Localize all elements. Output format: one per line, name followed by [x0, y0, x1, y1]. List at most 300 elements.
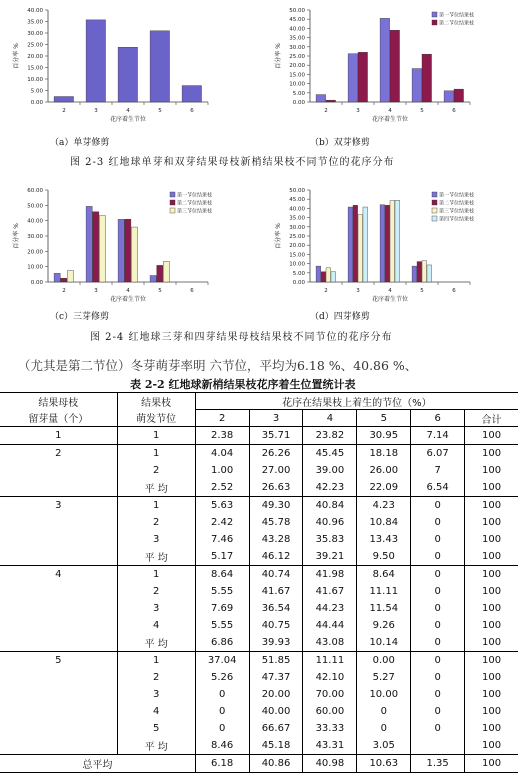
- y-tick-label: 15.00: [289, 252, 305, 259]
- table-row: [0, 652, 518, 670]
- table-row: [0, 669, 518, 686]
- row-value: 22.09: [357, 479, 411, 497]
- row-value: 2.52: [195, 479, 249, 497]
- x-tick-label: 6: [190, 288, 194, 294]
- row-value: 100: [481, 500, 502, 511]
- bar-d-s2-c2: [390, 201, 395, 282]
- y-tick-label: 0.00: [292, 280, 305, 286]
- row-node: 3: [117, 686, 195, 703]
- row-node: 3: [117, 531, 195, 548]
- bar-a-s0-c1: [86, 20, 105, 102]
- table-row: [0, 497, 518, 515]
- bar-b-s1-c4: [454, 89, 464, 102]
- body-text-line: （尤其是第二节位）冬芽萌芽率明 六节位，平均为6.18 %、40.86 %、: [18, 358, 418, 373]
- y-tick-label: 25.00: [289, 234, 305, 240]
- row-value: 0.00: [357, 652, 411, 670]
- row-value: 23.82: [303, 427, 357, 445]
- y-tick-label: 30.00: [289, 224, 305, 231]
- row-bud-count: [0, 617, 117, 634]
- row-node: 4: [117, 617, 195, 634]
- row-value: 100: [481, 689, 502, 700]
- row-value: 100: [465, 548, 518, 566]
- caption-a: （a）单芽修剪: [50, 138, 110, 148]
- bar-b-s1-c2: [390, 30, 400, 102]
- row-value: 100: [481, 603, 502, 614]
- x-tick-label: 5: [158, 108, 162, 114]
- row-node: 1: [117, 497, 195, 515]
- row-bud-count: 5: [0, 652, 117, 670]
- legend-swatch: [170, 200, 175, 205]
- bar-a-s0-c3: [150, 31, 169, 102]
- row-value: 7: [411, 462, 465, 479]
- row-node: 5: [117, 720, 195, 737]
- x-tick-label: 3: [356, 288, 360, 294]
- row-node: 3: [117, 600, 195, 617]
- row-value: 39.93: [249, 634, 303, 652]
- bar-b-s1-c3: [422, 54, 432, 102]
- legend-label: 第三节位结果枝: [439, 208, 475, 215]
- row-bud-count: 3: [0, 497, 117, 515]
- row-value: 0: [195, 703, 249, 720]
- row-value: 100: [481, 517, 502, 528]
- x-axis-label: 花序着生节位: [109, 116, 147, 123]
- bar-c-s2-c3: [163, 261, 169, 282]
- row-value: 100: [481, 586, 502, 597]
- chart-svg-b: [262, 2, 512, 132]
- row-value: 5.55: [195, 583, 249, 600]
- bar-c-s0-c0: [54, 273, 60, 282]
- header-col2-line1: 结果枝: [117, 393, 195, 410]
- row-value: 0: [411, 583, 465, 600]
- table-row: [0, 600, 518, 617]
- y-tick-label: 45.00: [289, 197, 305, 204]
- row-value: 35.83: [303, 531, 357, 548]
- row-value: 0: [411, 497, 465, 515]
- bar-b-s0-c3: [412, 69, 422, 102]
- row-value: 0: [411, 531, 465, 548]
- row-value: 40.86: [249, 755, 303, 773]
- row-value: 45.78: [249, 514, 303, 531]
- row-bud-count: [0, 600, 117, 617]
- bar-b-s1-c1: [358, 52, 368, 102]
- row-value: 0: [411, 652, 465, 670]
- table-row: [0, 462, 518, 479]
- chart-svg-a: [0, 2, 250, 132]
- y-tick-label: 50.00: [289, 8, 305, 14]
- row-value: 5.55: [195, 617, 249, 634]
- row-value: 41.98: [303, 566, 357, 584]
- table-row: [0, 703, 518, 720]
- x-tick-label: 4: [388, 108, 392, 114]
- bar-a-s0-c0: [54, 97, 73, 102]
- row-value: 10.00: [357, 686, 411, 703]
- chart-c: [0, 182, 250, 312]
- row-value: 44.44: [303, 617, 357, 634]
- row-value: 2.38: [195, 427, 249, 445]
- header-sub-3: 5: [357, 410, 411, 427]
- row-bud-count: [0, 737, 117, 755]
- row-node: 2: [117, 514, 195, 531]
- row-value: 0: [357, 703, 411, 720]
- bar-d-s2-c1: [358, 215, 363, 282]
- x-tick-label: 6: [452, 288, 456, 294]
- legend-label: 第二节位结果枝: [177, 200, 213, 207]
- bar-c-s1-c2: [125, 219, 131, 282]
- bar-d-s3-c0: [331, 272, 336, 282]
- x-tick-label: 2: [62, 288, 66, 294]
- y-tick-label: 20.00: [27, 249, 43, 256]
- row-value: 1.00: [195, 462, 249, 479]
- x-tick-label: 5: [158, 288, 162, 294]
- row-value: 60.00: [303, 703, 357, 720]
- row-value: 33.33: [303, 720, 357, 737]
- row-value: 5.27: [357, 669, 411, 686]
- bar-c-s1-c3: [157, 265, 163, 282]
- row-value: 45.18: [249, 737, 303, 755]
- row-value: 4.23: [357, 497, 411, 515]
- row-value: 100: [481, 534, 502, 545]
- y-axis-label: 百分率 %: [275, 223, 282, 249]
- y-tick-label: 30.00: [27, 234, 43, 240]
- row-value: 36.54: [249, 600, 303, 617]
- row-node: 2: [117, 462, 195, 479]
- row-value: 37.04: [195, 652, 249, 670]
- row-bud-count: 1: [0, 427, 117, 445]
- row-value: 0: [411, 703, 465, 720]
- bar-b-s0-c0: [316, 95, 326, 102]
- y-tick-label: 20.00: [289, 243, 305, 250]
- y-tick-label: 20.00: [289, 63, 305, 70]
- y-tick-label: 10.00: [27, 77, 43, 83]
- legend-label: 第二节位结果枝: [439, 200, 475, 207]
- row-bud-count: [0, 583, 117, 600]
- chart-a: [0, 2, 250, 132]
- x-tick-label: 2: [324, 108, 328, 114]
- row-value: 41.67: [249, 583, 303, 600]
- y-tick-label: 0.00: [30, 100, 43, 106]
- row-node: 1: [117, 652, 195, 670]
- x-axis-label: 花序着生节位: [371, 296, 409, 303]
- legend-label: 第一节位结果枝: [439, 192, 475, 199]
- header-col1-line1: 结果母枝: [0, 393, 117, 410]
- row-value: 5.63: [195, 497, 249, 515]
- table-row: [0, 445, 518, 463]
- header-sub-1: 3: [249, 410, 303, 427]
- legend-swatch: [432, 216, 437, 221]
- bar-a-s0-c4: [182, 86, 201, 102]
- table-row: [0, 583, 518, 600]
- row-bud-count: 4: [0, 566, 117, 584]
- table-row: [0, 686, 518, 703]
- row-value: 100: [465, 479, 518, 497]
- row-value: 7.46: [195, 531, 249, 548]
- bar-b-s0-c1: [348, 54, 358, 102]
- row-node: 1: [117, 445, 195, 463]
- row-value: 40.84: [303, 497, 357, 515]
- row-value: 0: [411, 634, 465, 652]
- row-bud-count: [0, 548, 117, 566]
- bar-c-s2-c2: [131, 227, 137, 282]
- header-sub-0: 2: [195, 410, 249, 427]
- bar-b-s0-c4: [444, 91, 454, 102]
- bar-c-s1-c1: [93, 212, 99, 282]
- row-value: 0: [411, 566, 465, 584]
- row-value: 100: [481, 620, 502, 631]
- row-value: 7.14: [411, 427, 465, 445]
- row-value: 100: [465, 634, 518, 652]
- table-row: [0, 755, 518, 773]
- row-bud-count: 2: [0, 445, 117, 463]
- bar-c-s2-c0: [67, 271, 73, 282]
- chart-svg-d: [262, 182, 512, 312]
- x-tick-label: 2: [62, 108, 66, 114]
- row-value: 27.00: [249, 462, 303, 479]
- row-value: 0: [195, 686, 249, 703]
- y-tick-label: 10.00: [289, 81, 305, 88]
- row-value: 51.85: [249, 652, 303, 670]
- row-bud-count: [0, 686, 117, 703]
- bar-b-s1-c0: [326, 100, 336, 102]
- row-node: 1: [117, 427, 195, 445]
- row-node: 平 均: [117, 479, 195, 497]
- x-tick-label: 3: [356, 108, 360, 114]
- row-value: 9.50: [357, 548, 411, 566]
- row-bud-count: 总平均: [0, 755, 195, 773]
- legend-swatch: [432, 20, 437, 25]
- row-value: 8.46: [195, 737, 249, 755]
- header-sub-5: 合计: [465, 410, 518, 427]
- row-value: 41.67: [303, 583, 357, 600]
- table-row: [0, 531, 518, 548]
- row-node: 平 均: [117, 737, 195, 755]
- row-value: 100: [481, 706, 502, 717]
- bar-b-s0-c2: [380, 18, 390, 102]
- legend-swatch: [432, 12, 437, 17]
- y-tick-label: 45.00: [289, 17, 305, 24]
- row-value: 47.37: [249, 669, 303, 686]
- row-value: 70.00: [303, 686, 357, 703]
- bar-c-s2-c1: [99, 216, 105, 282]
- y-tick-label: 0.00: [30, 280, 43, 286]
- x-tick-label: 4: [126, 108, 130, 114]
- row-value: 0: [411, 669, 465, 686]
- legend-swatch: [170, 192, 175, 197]
- data-table: [0, 392, 518, 773]
- row-value: 45.45: [303, 445, 357, 463]
- row-value: 9.26: [357, 617, 411, 634]
- chart-d: [262, 182, 512, 312]
- row-value: 44.23: [303, 600, 357, 617]
- row-value: 66.67: [249, 720, 303, 737]
- row-bud-count: [0, 634, 117, 652]
- row-value: 10.84: [357, 514, 411, 531]
- row-value: 43.08: [303, 634, 357, 652]
- legend-label: 第四节位结果枝: [439, 216, 475, 223]
- y-tick-label: 60.00: [27, 188, 43, 194]
- legend-swatch: [432, 192, 437, 197]
- table-row: [0, 427, 518, 445]
- bar-c-s0-c2: [118, 219, 124, 282]
- row-bud-count: [0, 703, 117, 720]
- table-row: [0, 566, 518, 584]
- row-bud-count: [0, 462, 117, 479]
- y-axis-label: 百分率 %: [13, 223, 20, 249]
- table-row: [0, 737, 518, 755]
- row-value: 0: [411, 514, 465, 531]
- caption-b: （b）双芽修剪: [310, 138, 370, 148]
- row-value: 100: [481, 672, 502, 683]
- x-tick-label: 3: [94, 288, 98, 294]
- x-tick-label: 6: [452, 108, 456, 114]
- table-row: [0, 548, 518, 566]
- y-tick-label: 25.00: [289, 54, 305, 60]
- caption-c: （c）三芽修剪: [50, 312, 110, 322]
- legend-label: 第一节位结果枝: [177, 192, 213, 199]
- y-tick-label: 20.00: [27, 54, 43, 60]
- row-node: 1: [117, 566, 195, 584]
- row-bud-count: [0, 720, 117, 737]
- bar-c-s0-c1: [86, 206, 92, 282]
- row-value: 0: [411, 617, 465, 634]
- row-value: 40.74: [249, 566, 303, 584]
- row-value: 39.21: [303, 548, 357, 566]
- row-value: 100: [481, 448, 502, 459]
- y-tick-label: 40.00: [27, 218, 43, 225]
- row-value: 10.14: [357, 634, 411, 652]
- bar-d-s0-c1: [348, 207, 353, 282]
- row-value: 49.30: [249, 497, 303, 515]
- y-tick-label: 30.00: [27, 31, 43, 37]
- table-row: [0, 514, 518, 531]
- bar-c-s0-c3: [150, 276, 156, 282]
- table-row: [0, 617, 518, 634]
- row-value: 100: [465, 427, 518, 445]
- y-tick-label: 0.00: [292, 100, 305, 106]
- row-node: 2: [117, 583, 195, 600]
- row-value: 11.54: [357, 600, 411, 617]
- bar-d-s3-c2: [395, 200, 400, 282]
- row-value: 40.00: [249, 703, 303, 720]
- row-value: 35.71: [249, 427, 303, 445]
- row-value: 26.63: [249, 479, 303, 497]
- y-tick-label: 50.00: [289, 188, 305, 194]
- caption-d: （d）四芽修剪: [310, 312, 370, 322]
- y-tick-label: 40.00: [289, 26, 305, 33]
- row-value: 100: [465, 755, 518, 773]
- row-value: 7.69: [195, 600, 249, 617]
- y-tick-label: 25.00: [27, 42, 43, 49]
- row-value: 100: [481, 723, 502, 734]
- y-tick-label: 5.00: [292, 90, 305, 97]
- row-value: 8.64: [195, 566, 249, 584]
- row-value: 3.05: [357, 737, 411, 755]
- legend-swatch: [432, 208, 437, 213]
- bar-d-s1-c0: [321, 272, 326, 282]
- header-group: 花序在结果枝上着生的节位（%）: [195, 393, 518, 410]
- row-value: 100: [481, 569, 502, 580]
- row-value: 42.10: [303, 669, 357, 686]
- row-value: 43.31: [303, 737, 357, 755]
- y-tick-label: 10.00: [289, 261, 305, 268]
- legend-label: 第二节位结果枝: [439, 20, 475, 27]
- row-value: 5.26: [195, 669, 249, 686]
- bar-d-s3-c1: [363, 207, 368, 282]
- row-value: [411, 737, 465, 755]
- x-tick-label: 6: [190, 108, 194, 114]
- legend-label: 第一节位结果枝: [439, 12, 475, 19]
- figure-caption-2-4: 图 2-4 红地球三芽和四芽结果母枝结果枝不同节位的花序分布: [90, 332, 393, 343]
- y-tick-label: 35.00: [289, 215, 305, 222]
- row-value: 30.95: [357, 427, 411, 445]
- bar-d-s0-c0: [316, 266, 321, 282]
- legend-swatch: [170, 208, 175, 213]
- row-value: 0: [411, 548, 465, 566]
- row-node: 平 均: [117, 548, 195, 566]
- row-value: 40.75: [249, 617, 303, 634]
- bar-d-s2-c0: [326, 268, 331, 282]
- row-value: 26.00: [357, 462, 411, 479]
- row-value: 0: [357, 720, 411, 737]
- figure-caption-2-3: 图 2-3 红地球单芽和双芽结果母枝新梢结果枝不同节位的花序分布: [70, 157, 395, 168]
- row-bud-count: [0, 531, 117, 548]
- row-node: 4: [117, 703, 195, 720]
- table-row: [0, 479, 518, 497]
- bar-d-s1-c3: [417, 262, 422, 282]
- x-tick-label: 5: [420, 108, 424, 114]
- row-value: 1.35: [411, 755, 465, 773]
- y-tick-label: 10.00: [27, 264, 43, 271]
- legend-swatch: [432, 200, 437, 205]
- row-value: 6.07: [411, 445, 465, 463]
- row-value: 8.64: [357, 566, 411, 584]
- y-tick-label: 15.00: [289, 72, 305, 79]
- table-title: 表 2-2 红地球新梢结果枝花序着生位置统计表: [130, 378, 356, 391]
- bar-d-s3-c3: [427, 265, 432, 282]
- bar-d-s0-c3: [412, 266, 417, 282]
- bar-d-s1-c1: [353, 205, 358, 282]
- x-tick-label: 4: [126, 288, 130, 294]
- row-value: 6.86: [195, 634, 249, 652]
- y-tick-label: 5.00: [292, 270, 305, 277]
- row-value: 0: [411, 686, 465, 703]
- x-tick-label: 5: [420, 288, 424, 294]
- row-value: 18.18: [357, 445, 411, 463]
- y-tick-label: 30.00: [289, 44, 305, 51]
- row-value: 10.63: [357, 755, 411, 773]
- row-value: 13.43: [357, 531, 411, 548]
- header-col1-line2: 留芽量（个）: [0, 410, 117, 427]
- y-tick-label: 50.00: [27, 203, 43, 210]
- row-bud-count: [0, 514, 117, 531]
- chart-b: [262, 2, 512, 132]
- row-bud-count: [0, 669, 117, 686]
- bar-a-s0-c2: [118, 47, 137, 102]
- bar-d-s1-c2: [385, 205, 390, 282]
- row-value: 11.11: [357, 583, 411, 600]
- header-sub-4: 6: [411, 410, 465, 427]
- y-tick-label: 35.00: [289, 35, 305, 42]
- x-tick-label: 4: [388, 288, 392, 294]
- header-sub-2: 4: [303, 410, 357, 427]
- row-value: 0: [411, 600, 465, 617]
- row-value: 26.26: [249, 445, 303, 463]
- row-value: 0: [195, 720, 249, 737]
- header-col2-line2: 萌发节位: [117, 410, 195, 427]
- row-value: 40.98: [303, 755, 357, 773]
- bar-d-s0-c2: [380, 205, 385, 282]
- row-value: 46.12: [249, 548, 303, 566]
- y-tick-label: 35.00: [27, 19, 43, 26]
